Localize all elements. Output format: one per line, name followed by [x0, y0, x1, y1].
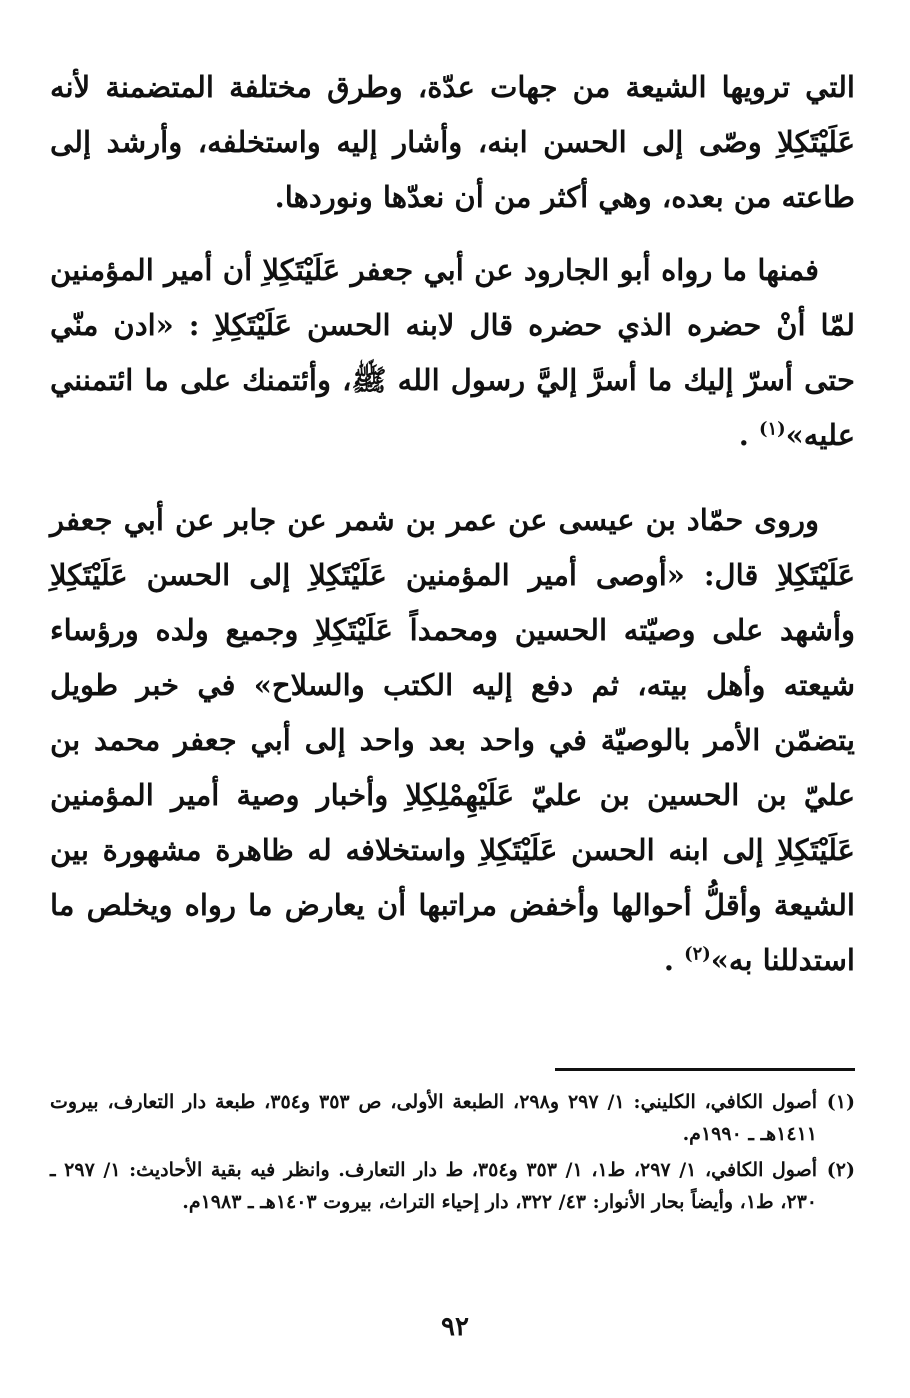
footnote-ref-2: (٢): [684, 943, 711, 965]
footnote-divider: [555, 1068, 855, 1071]
footnote-1-number: (١): [826, 1091, 855, 1113]
main-text: [50, 60, 855, 1006]
paragraph-2-text: فمنها ما رواه أبو الجارود عن أبي جعفر عَلَيْتَكِلاِ أن أمير المؤمنين لمّا أنْ حضره الذي حضره قال لابنه الحسن عَلَيْتَكِلاِ : «ادن منّي حتى أسرّ إليك ما أسرَّ إليَّ رسول الله ﷺ، وأئتمنك على ما ائتمنني عليه»: [50, 253, 855, 452]
paragraph-2: [50, 243, 855, 463]
paragraph-1-text: التي ترويها الشيعة من جهات عدّة، وطرق مختلفة المتضمنة لأنه عَلَيْتَكِلاِ وصّى إلى الحسن ابنه، وأشار إليه واستخلفه، وأرشد إلى طاعته من بعده، وهي أكثر من أن نعدّها ونوردها.: [50, 70, 855, 214]
paragraph-3-text: وروى حمّاد بن عيسى عن عمر بن شمر عن جابر عن أبي جعفر عَلَيْتَكِلاِ قال: «أوصى أمير المؤمنين عَلَيْتَكِلاِ إلى الحسن عَلَيْتَكِلاِ وأشهد على وصيّته الحسين ومحمداً عَلَيْتَكِلاِ وجميع ولده ورؤساء شيعته وأهل بيته، ثم دفع إليه الكتب والسلاح» في خبر طويل يتضمّن الأمر بالوصيّة في واحد بعد واحد إلى أبي جعفر محمد بن عليّ بن الحسين بن عليّ عَلَيْهِمْلِكِلاِ وأخبار وصية أمير المؤمنين عَلَيْتَكِلاِ إلى ابنه الحسن عَلَيْتَكِلاِ واستخلافه له ظاهرة مشهورة بين الشيعة وأقلُّ أحوالها وأخفض مراتبها أن يعارض ما رواه ويخلص ما استدللنا به»: [50, 503, 855, 977]
footnote-2-number: (٢): [826, 1159, 856, 1181]
footnote-2-text: أصول الكافي، ١/ ٢٩٧، ط١، ١/ ٣٥٣ و٣٥٤، ط دار التعارف. وانظر فيه بقية الأحاديث: ١/ ٢٩٧ ـ ٢٣٠، ط١، وأيضاً بحار الأنوار: ٤٣/ ٣٢٢، دار إحياء التراث، بيروت ١٤٠٣هـ ـ ١٩٨٣م.: [50, 1159, 818, 1213]
paragraph-2-end: .: [738, 418, 749, 452]
page-number: ٩٢: [441, 1312, 469, 1342]
footnotes: [50, 1086, 855, 1222]
paragraph-3-end: .: [663, 943, 674, 977]
footnote-1-text: أصول الكافي، الكليني: ١/ ٢٩٧ و٢٩٨، الطبعة الأولى، ص ٣٥٣ و٣٥٤، طبعة دار التعارف، بيروت ١٤١١هـ ـ ١٩٩٠م.: [50, 1091, 817, 1145]
footnote-1: [50, 1086, 855, 1150]
footnote-ref-1: (١): [758, 418, 786, 440]
paragraph-1: [50, 60, 855, 225]
paragraph-3: [50, 493, 855, 988]
footnote-2: [50, 1154, 855, 1218]
